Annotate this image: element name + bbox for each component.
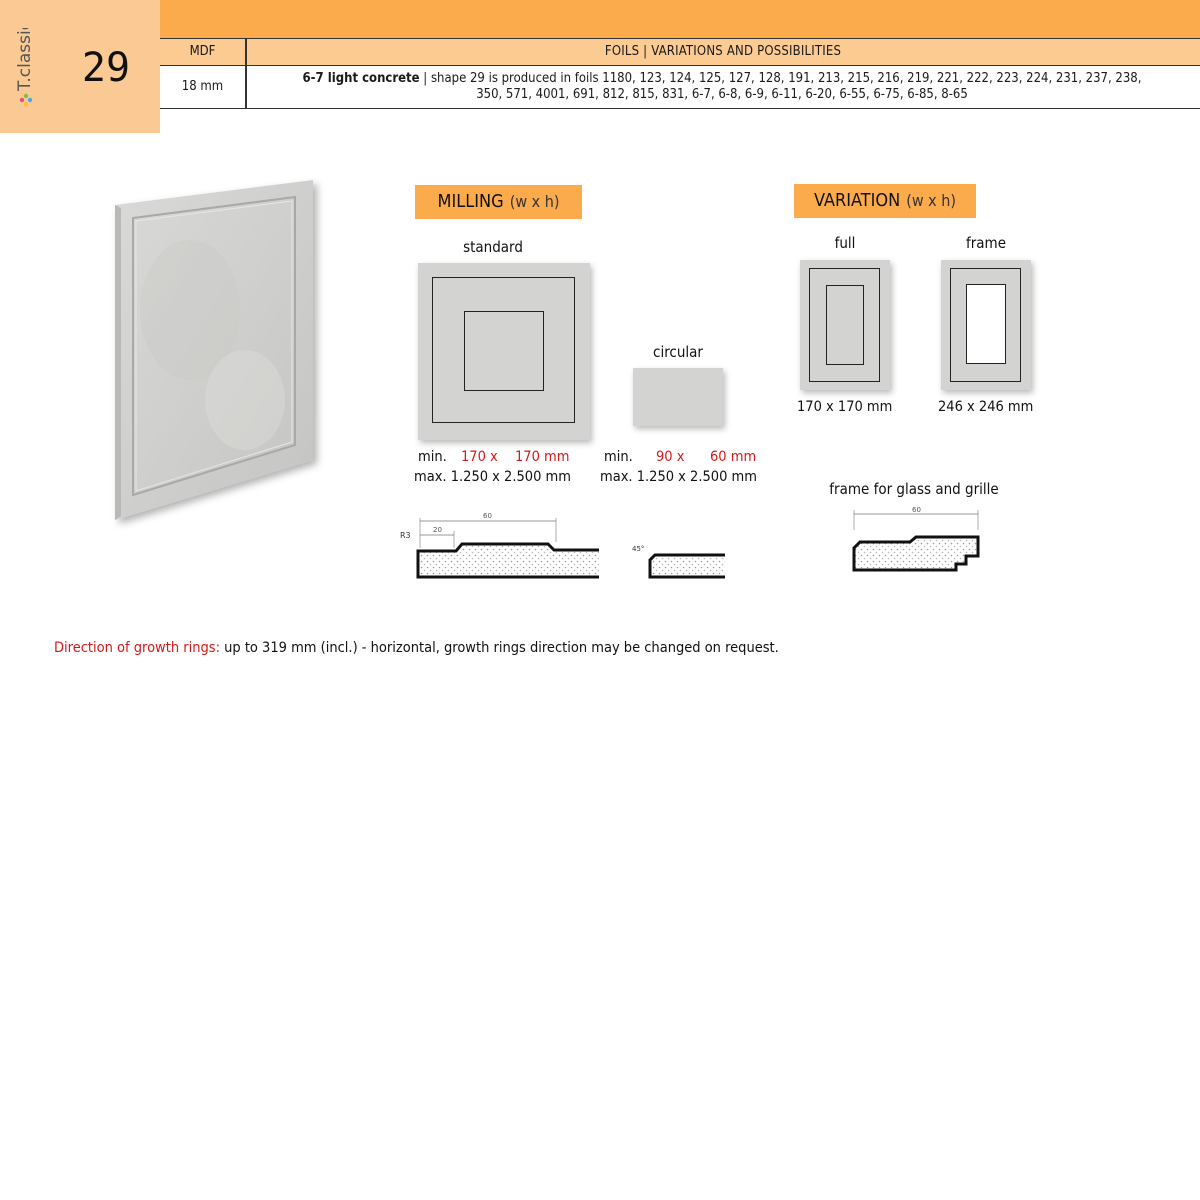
profile-angle-label: 45°	[632, 545, 645, 553]
circular-profile-drawing	[628, 536, 732, 586]
full-inner-groove	[826, 285, 864, 365]
circular-min-label: min.	[604, 449, 633, 465]
variation-heading	[794, 184, 976, 218]
circular-label: circular	[653, 343, 703, 361]
foils-list-line1: | shape 29 is produced in foils 1180, 123, 124, 125, 127, 128, 191, 213, 215, 216, 219, 221, 222, 223, 224, 231, 237, 238,	[419, 71, 1142, 86]
circular-sample	[633, 368, 723, 426]
milling-unit: (w x h)	[509, 192, 560, 211]
door-illustration	[95, 170, 395, 550]
standard-sample	[418, 263, 590, 440]
standard-label: standard	[463, 238, 523, 256]
frame-opening	[966, 284, 1006, 364]
profile-outer-dim: 60	[483, 512, 492, 520]
frame-label: frame	[965, 234, 1006, 252]
circular-max: max. 1.250 x 2.500 mm	[600, 469, 757, 485]
shape-number: 29	[81, 45, 131, 91]
full-sample	[800, 260, 890, 390]
brand-name: T.classic	[15, 28, 35, 91]
foils-list-line2: 350, 571, 4001, 691, 812, 815, 831, 6-7, 6-8, 6-9, 6-11, 6-20, 6-55, 6-75, 6-85, 8-65	[476, 87, 968, 102]
standard-inner-groove	[464, 311, 544, 391]
circular-min-height: 60 mm	[710, 449, 757, 465]
full-size: 170 x 170 mm	[797, 399, 893, 415]
foil-name: 6-7 light concrete	[302, 71, 420, 86]
material-header: MDF	[189, 44, 216, 59]
standard-min-label: min.	[418, 449, 447, 465]
standard-profile-drawing	[396, 506, 606, 586]
milling-heading	[415, 185, 582, 219]
top-bar	[160, 0, 1200, 39]
brand-logo	[8, 28, 38, 106]
profile-inner-dim: 20	[433, 526, 442, 534]
standard-max: max. 1.250 x 2.500 mm	[414, 469, 571, 485]
glass-profile-dim: 60	[912, 506, 921, 514]
variation-title: VARIATION	[813, 190, 901, 211]
growth-rings-text: up to 319 mm (incl.) - horizontal, growth rings direction may be changed on request.	[219, 640, 779, 656]
foils-header: FOILS | VARIATIONS AND POSSIBILITIES	[604, 44, 842, 59]
variation-unit: (w x h)	[906, 191, 956, 210]
thickness-value: 18 mm	[181, 79, 224, 94]
growth-rings-note	[54, 640, 779, 656]
profile-radius-label: R3	[400, 531, 411, 540]
frame-size: 246 x 246 mm	[938, 399, 1034, 415]
frame-sample	[941, 260, 1031, 390]
standard-min-height: 170 mm	[515, 449, 570, 465]
standard-min-width: 170 x	[461, 449, 498, 465]
foils-description	[262, 71, 1182, 103]
growth-rings-label: Direction of growth rings:	[54, 640, 220, 656]
full-label: full	[834, 234, 856, 252]
glass-profile-drawing	[848, 500, 988, 576]
milling-title: MILLING	[437, 191, 504, 212]
circular-min-width: 90 x	[656, 449, 685, 465]
glass-frame-label: frame for glass and grille	[829, 480, 999, 498]
